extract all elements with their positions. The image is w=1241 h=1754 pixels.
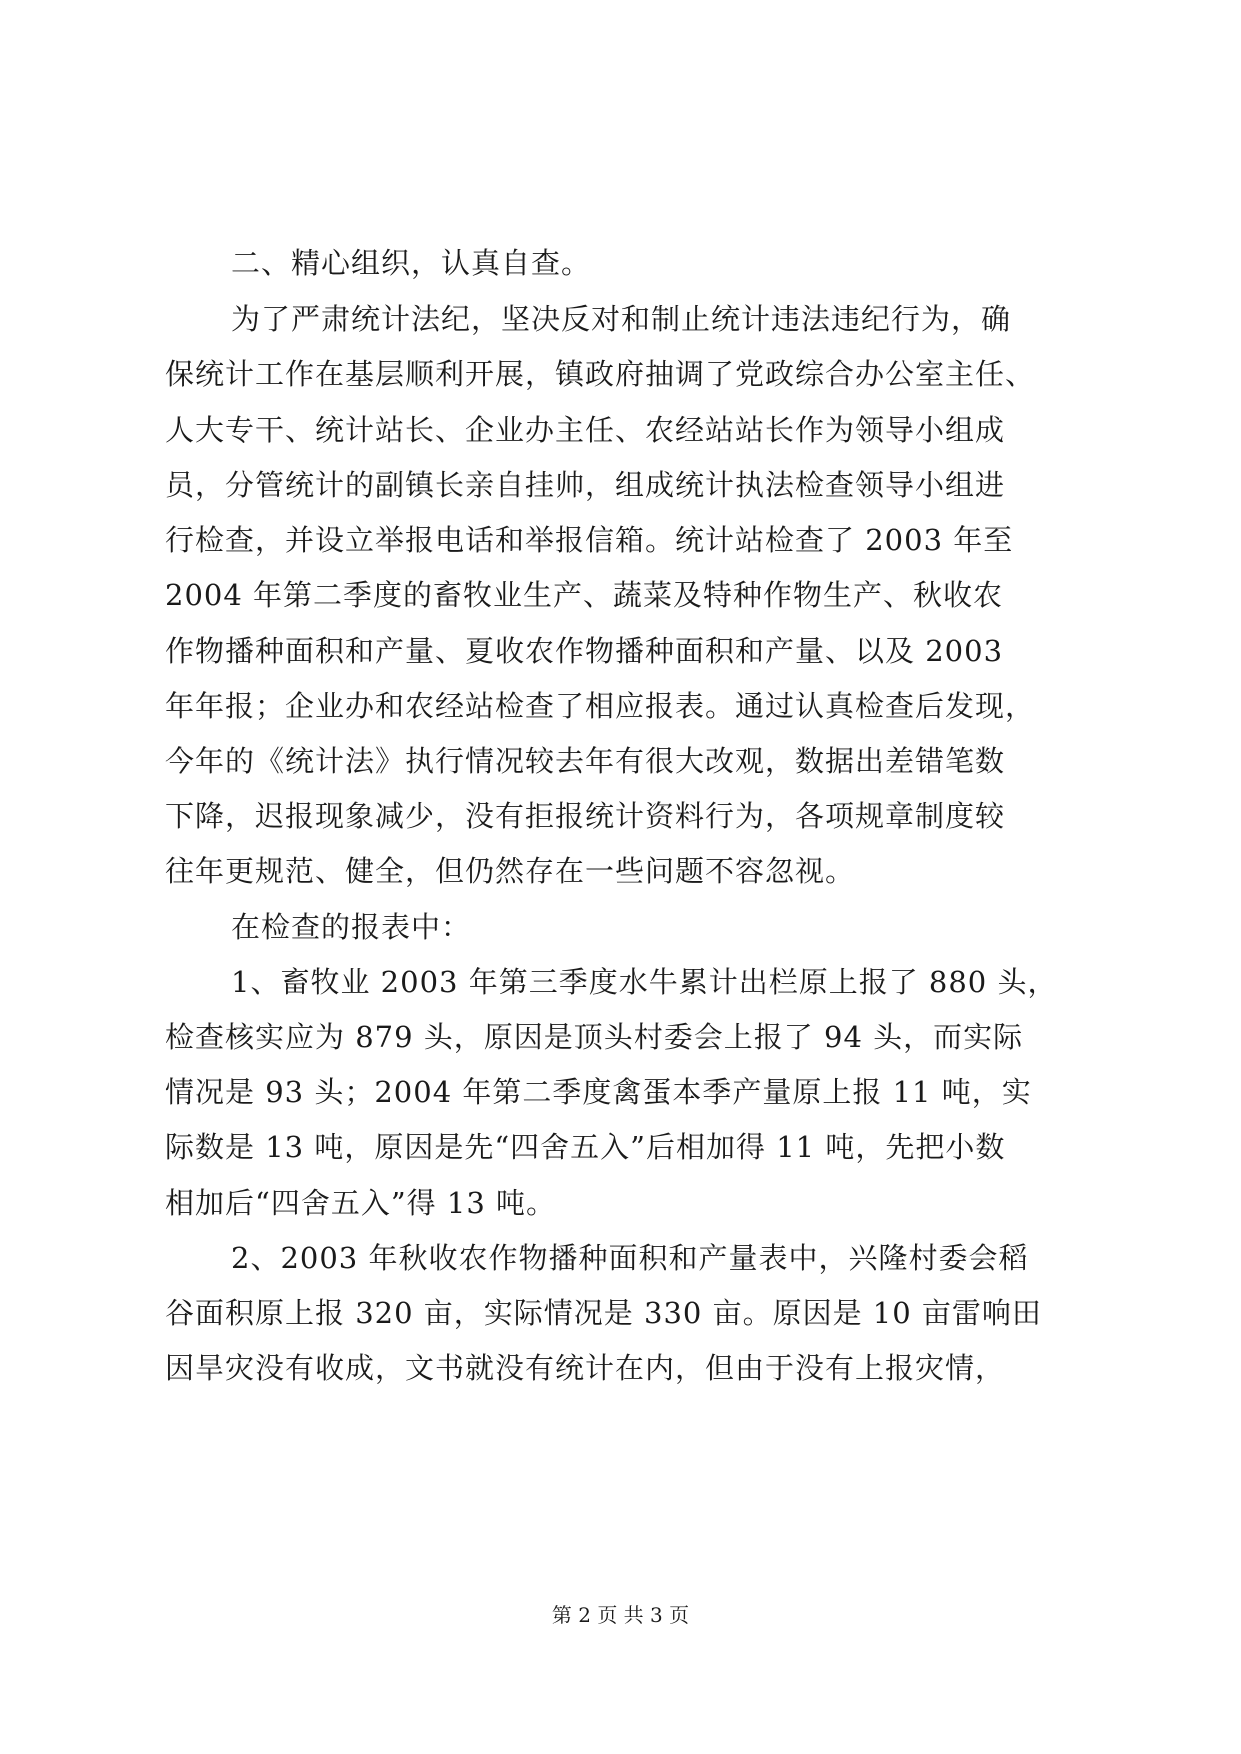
list-item-line: 情况是 93 头；2004 年第二季度禽蛋本季产量原上报 11 吨，实 <box>165 1075 1032 1109</box>
paragraph-line: 年年报；企业办和农经站检查了相应报表。通过认真检查后发现， <box>165 689 1036 723</box>
paragraph-line: 2004 年第二季度的畜牧业生产、蔬菜及特种作物生产、秋收农 <box>165 578 1004 612</box>
paragraph-line: 人大专干、统计站长、企业办主任、农经站站长作为领导小组成 <box>165 413 1006 447</box>
paragraph-line: 往年更规范、健全，但仍然存在一些问题不容忽视。 <box>165 854 856 888</box>
list-item-line: 2、2003 年秋收农作物播种面积和产量表中，兴隆村委会稻 <box>231 1241 1029 1275</box>
list-item-line: 因旱灾没有收成，文书就没有统计在内，但由于没有上报灾情， <box>165 1351 1006 1385</box>
paragraph-line: 行检查，并设立举报电话和举报信箱。统计站检查了 2003 年至 <box>165 523 1014 557</box>
list-item-line: 际数是 13 吨，原因是先“四舍五入”后相加得 11 吨，先把小数 <box>165 1130 1006 1164</box>
list-item-line: 谷面积原上报 320 亩，实际情况是 330 亩。原因是 10 亩雷响田 <box>165 1296 1042 1330</box>
paragraph-line: 今年的《统计法》执行情况较去年有很大改观，数据出差错笔数 <box>165 744 1006 778</box>
page-number-footer: 第 2 页 共 3 页 <box>551 1603 690 1627</box>
list-item-line: 相加后“四舍五入”得 13 吨。 <box>165 1186 556 1220</box>
list-item-line: 1、畜牧业 2003 年第三季度水牛累计出栏原上报了 880 头， <box>231 965 1058 999</box>
list-item-line: 检查核实应为 879 头，原因是顶头村委会上报了 94 头，而实际 <box>165 1020 1024 1054</box>
section-heading: 二、精心组织，认真自查。 <box>231 246 592 280</box>
paragraph-line: 在检查的报表中： <box>231 910 472 944</box>
paragraph-line: 保统计工作在基层顺利开展，镇政府抽调了党政综合办公室主任、 <box>165 357 1036 391</box>
paragraph-line: 下降，迟报现象减少，没有拒报统计资料行为，各项规章制度较 <box>165 799 1006 833</box>
paragraph-line: 为了严肃统计法纪，坚决反对和制止统计违法违纪行为，确 <box>231 302 1012 336</box>
paragraph-line: 员，分管统计的副镇长亲自挂帅，组成统计执法检查领导小组进 <box>165 468 1006 502</box>
paragraph-line: 作物播种面积和产量、夏收农作物播种面积和产量、以及 2003 <box>165 634 1004 668</box>
